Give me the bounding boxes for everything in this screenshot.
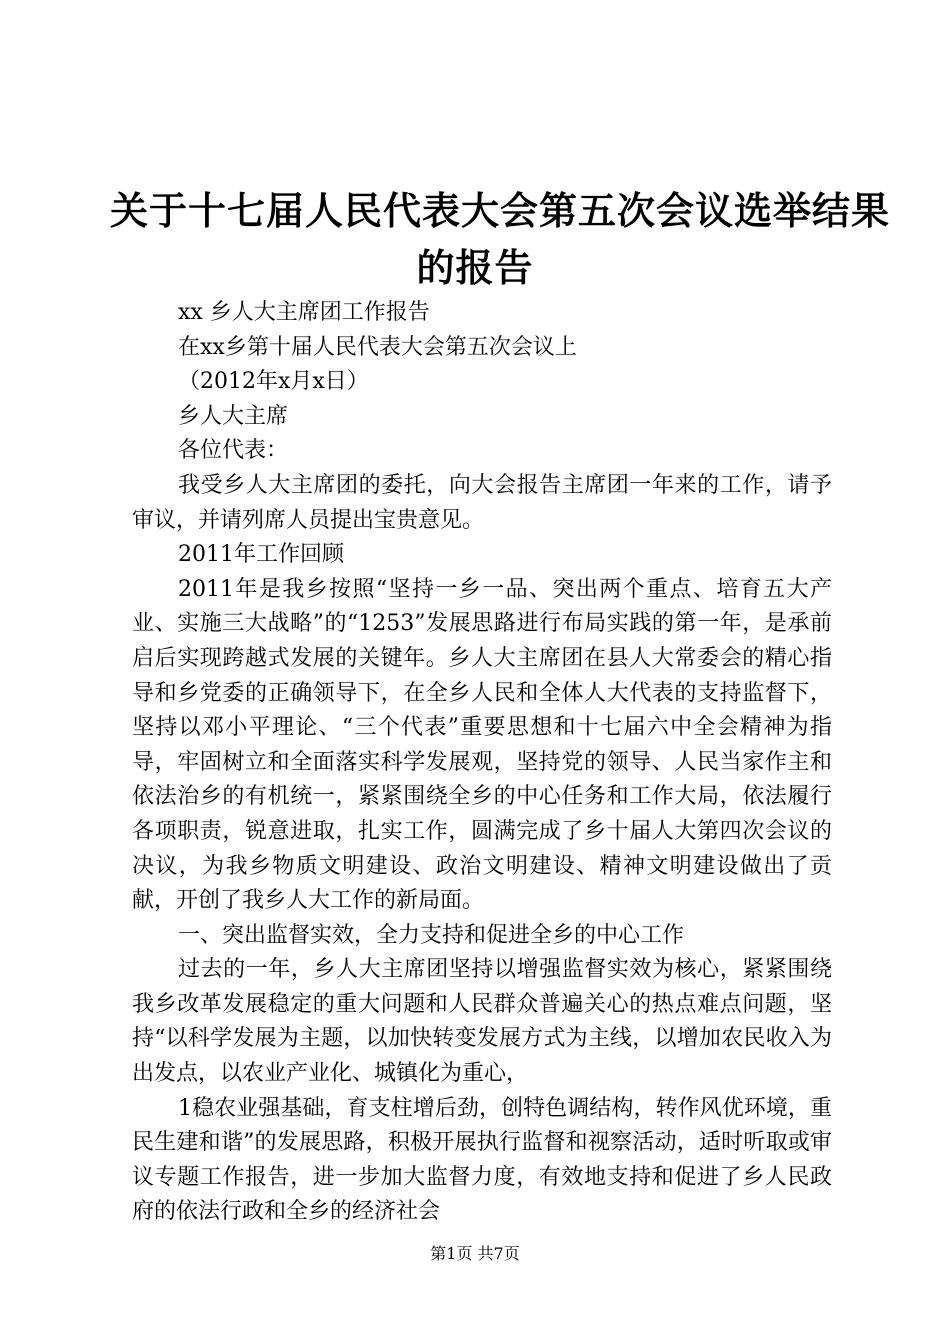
document-body (132, 296, 832, 1230)
speaker-line: 乡人大主席 (178, 403, 289, 429)
meeting-line: 在xx乡第十届人民代表大会第五次会议上 (178, 334, 577, 360)
section-heading-review: 2011年工作回顾 (178, 542, 344, 568)
document-title-line-2: 的报告 (416, 246, 534, 290)
review-paragraph: 2011年是我乡按照“坚持一乡一品、突出两个重点、培育五大产业、实施三大战略”的“1253”发展思路进行布局实践的第一年，是承前启后实现跨越式发展的关键年。乡人大主席团在县人大常委会的精心指导和乡党委的正确领导下，在全乡人民和全体人大代表的支持监督下，坚持以邓小平理论、“三个代表”重要思想和十七届六中全会精神为指导，牢固树立和全面落实科学发展观，坚持党的领导、人民当家作主和依法治乡的有机统一，紧紧围绕全乡的中心任务和工作大局，依法履行各项职责，锐意进取，扎实工作，圆满完成了乡十届人大第四次会议的决议，为我乡物质文明建设、政治文明建设、精神文明建设做出了贡献，开创了我乡人大工作的新局面。 (132, 576, 832, 914)
salutation: 各位代表： (178, 438, 289, 464)
development-paragraph: 1稳农业强基础，育支柱增后劲，创特色调结构，转作风优环境，重民生建和谐”的发展思路，积极开展执行监督和视察活动，适时听取或审议专题工作报告，进一步加大监督力度，有效地支持和促进了乡人民政府的依法行政和全乡的经济社会 (132, 1095, 832, 1225)
section-heading-supervision: 一、突出监督实效，全力支持和促进全乡的中心工作 (178, 922, 685, 948)
document-title-line-1: 关于十七届人民代表大会第五次会议选举结果 (110, 189, 891, 233)
report-heading: xx 乡人大主席团工作报告 (178, 300, 430, 325)
intro-paragraph: 我受乡人大主席团的委托，向大会报告主席团一年来的工作，请予审议，并请列席人员提出宝贵意见。 (132, 472, 832, 533)
page-number: 第1页 共7页 (430, 1244, 520, 1263)
supervision-paragraph: 过去的一年，乡人大主席团坚持以增强监督实效为核心，紧紧围绕我乡改革发展稳定的重大问题和人民群众普遍关心的热点难点问题，坚持“以科学发展为主题，以加快转变发展方式为主线，以增加农民收入为出发点，以农业产业化、城镇化为重心， (132, 957, 832, 1087)
date-line: （2012年x月x日） (178, 369, 369, 395)
